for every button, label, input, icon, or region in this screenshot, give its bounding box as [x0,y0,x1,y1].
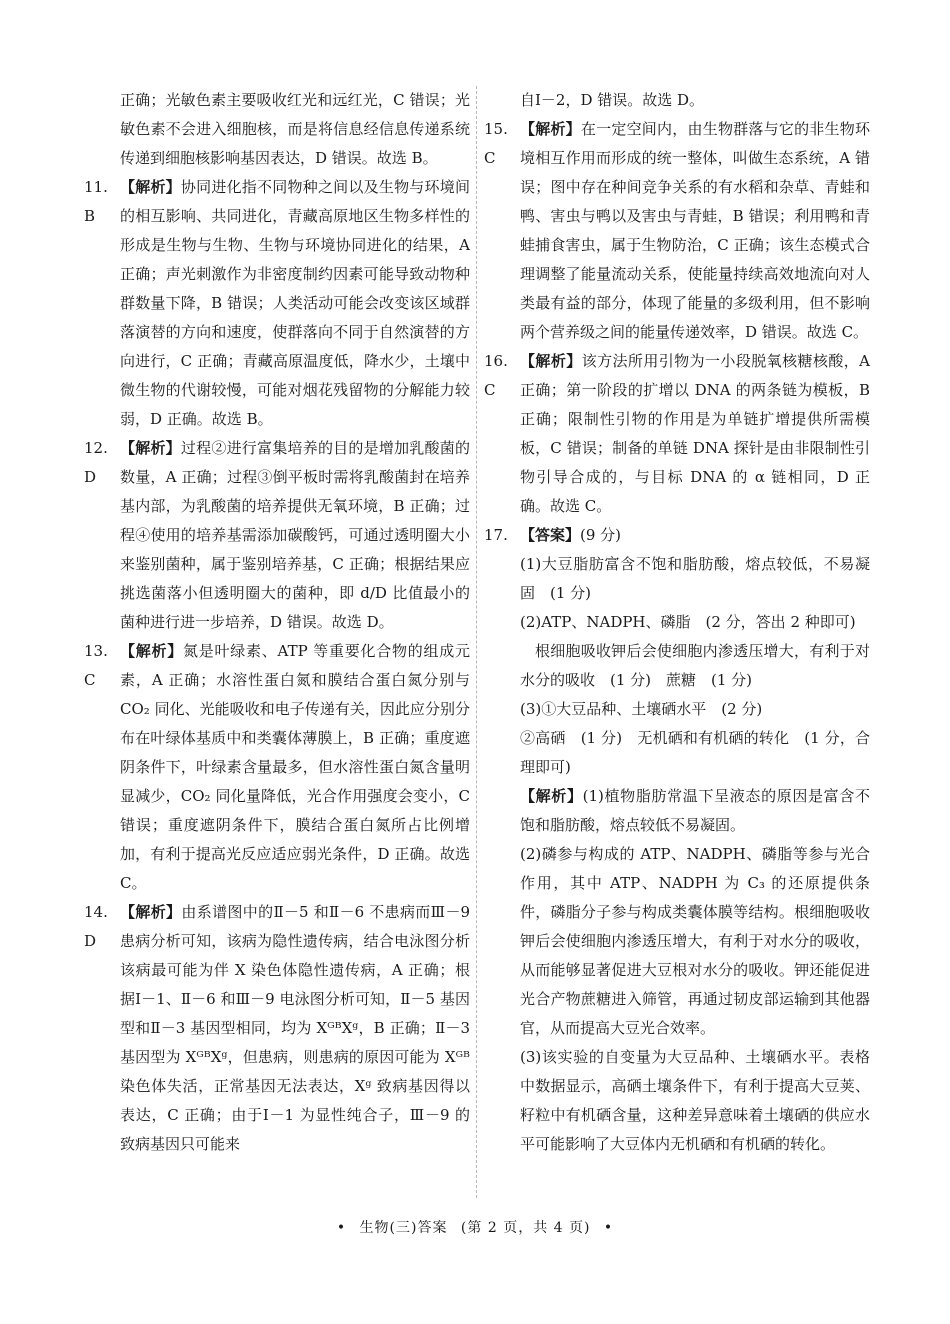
question-number: 14. D [84,903,108,950]
question-12 [84,434,470,637]
points: (9 分) [580,526,622,544]
analysis-text: 协同进化指不同物种之间以及生物与环境间的相互影响、共同进化，青藏高原地区生物多样性的形成是生物与生物、生物与环境协同进化的结果，A 正确；声光刺激作为非密度制约因素可能导致动物种群数量下降，B 错误；人类活动可能会改变该区域群落演替的方向和速度，使群落向不同于自然演替的方向进行，C 正确；青藏高原温度低，降水少，土壤中微生物的代谢较慢，可能对烟花残留物的分解能力较弱，D 正确。故选 B。 [120,178,470,428]
analysis-label: 【解析】 [520,787,583,805]
question-number: 12. D [84,439,108,486]
footer-dot-left: • [336,1220,347,1236]
analysis-label: 【解析】 [520,352,582,370]
analysis-label: 【解析】 [120,642,184,660]
question-number: 11. B [84,178,108,225]
question-14 [84,898,470,1159]
page-footer [0,1214,950,1243]
answer-part-3: (3)①大豆品种、土壤硒水平 (2 分) [520,700,763,718]
answer-label: 【答案】 [520,526,581,544]
analysis-text: 由系谱图中的Ⅱ－5 和Ⅱ－6 不患病而Ⅲ－9 患病分析可知，该病为隐性遗传病，结合电泳图分析该病最可能为伴 X 染色体隐性遗传病，A 正确；根据Ⅰ－1、Ⅱ－6 和Ⅲ－9 电泳图分析可知，Ⅱ－5 基因型和Ⅱ－3 基因型相同，均为 XᴳᴮXᵍ，B 正确；Ⅱ－3 基因型为 XᴳᴮXᵍ，但患病，则患病的原因可能为 Xᴳᴮ 染色体失活，正常基因无法表达，Xᵍ 致病基因得以表达，C 正确；由于Ⅰ－1 为显性纯合子，Ⅲ－9 的致病基因只可能来 [120,903,470,1153]
explanation-part-3: (3)该实验的自变量为大豆品种、土壤硒水平。表格中数据显示，高硒土壤条件下，有利于提高大豆荚、籽粒中有机硒含量，这种差异意味着土壤硒的供应水平可能影响了大豆体内无机硒和有机硒的转化。 [520,1048,870,1153]
question-16 [484,347,870,521]
question-15 [484,115,870,347]
footer-subject: 生物(三)答案 [359,1220,448,1236]
question-number: 15. C [484,120,508,167]
analysis-label: 【解析】 [520,120,581,138]
right-column [484,86,870,1159]
answer-part-2: (2)ATP、NADPH、磷脂 (2 分，答出 2 种即可) [520,613,856,631]
column-divider [476,86,477,1198]
question-number: 17. [484,526,508,544]
analysis-text: 在一定空间内，由生物群落与它的非生物环境相互作用而形成的统一整体，叫做生态系统，A 错误；图中存在种间竞争关系的有水稻和杂草、青蛙和鸭、害虫与鸭以及害虫与青蛙，B 错误；利用鸭和青蛙捕食害虫，属于生物防治，C 正确；该生态模式合理调整了能量流动关系，使能量持续高效地流向对人类最有益的部分，体现了能量的多级利用，但不影响两个营养级之间的能量传递效率，D 错误。故选 C。 [520,120,870,341]
question-13 [84,637,470,898]
analysis-text: 氮是叶绿素、ATP 等重要化合物的组成元素，A 正确；水溶性蛋白氮和膜结合蛋白氮分别与 CO₂ 同化、光能吸收和电子传递有关，因此应分别分布在叶绿体基质中和类囊体薄膜上，B 正确；重度遮阴条件下，叶绿素含量最多，但水溶性蛋白氮含量明显减少，CO₂ 同化量降低，光合作用强度会变小，C 错误；重度遮阴条件下，膜结合蛋白氮所占比例增加，有利于提高光反应适应弱光条件，D 正确。故选 C。 [120,642,470,892]
explanation-part-1: (1)植物脂肪常温下呈液态的原因是富含不饱和脂肪酸，熔点较低不易凝固。 [520,787,870,834]
question-number: 13. C [84,642,108,689]
answer-part-2b: 根细胞吸收钾后会使细胞内渗透压增大，有利于对水分的吸收 (1 分) 蔗糖 (1 分) [520,642,870,689]
question-11 [84,173,470,434]
left-column [84,86,470,1159]
analysis-label: 【解析】 [120,903,182,921]
footer-dot-right: • [603,1220,614,1236]
answer-part-1: (1)大豆脂肪富含不饱和脂肪酸，熔点较低，不易凝固 (1 分) [520,555,870,602]
carry-over-paragraph: 正确；光敏色素主要吸收红光和远红光，C 错误；光敏色素不会进入细胞核，而是将信息经信息传递系统传递到细胞核影响基因表达，D 错误。故选 B。 [120,91,470,167]
question-17 [484,521,870,550]
explanation-part-2: (2)磷参与构成的 ATP、NADPH、磷脂等参与光合作用，其中 ATP、NADPH 为 C₃ 的还原提供条件，磷脂分子参与构成类囊体膜等结构。根细胞吸收钾后会使细胞内渗透压增大，有利于对水分的吸收，从而能够显著促进大豆根对水分的吸收。钾还能促进光合产物蔗糖进入筛管，再通过韧皮部运输到其他器官，从而提高大豆光合效率。 [520,845,870,1037]
analysis-text: 该方法所用引物为一小段脱氧核糖核酸，A 正确；第一阶段的扩增以 DNA 的两条链为模板，B 正确；限制性引物的作用是为单链扩增提供所需模板，C 错误；制备的单链 DNA 探针是由非限制性引物引导合成的，与目标 DNA 的 α 链相同，D 正确。故选 C。 [520,352,870,515]
analysis-text: 过程②进行富集培养的目的是增加乳酸菌的数量，A 正确；过程③倒平板时需将乳酸菌封在培养基内部，为乳酸菌的培养提供无氧环境，B 正确；过程④使用的培养基需添加碳酸钙，可通过透明圈大小来鉴别菌种，属于鉴别培养基，C 正确；根据结果应挑选菌落小但透明圈大的菌种，即 d/D 比值最小的菌种进行进一步培养，D 错误。故选 D。 [120,439,470,631]
analysis-label: 【解析】 [120,178,181,196]
carry-over-paragraph: 自Ⅰ－2，D 错误。故选 D。 [520,91,705,109]
footer-page-number: (第 2 页，共 4 页) [460,1220,591,1236]
answer-part-3b: ②高硒 (1 分) 无机硒和有机硒的转化 (1 分，合理即可) [520,729,870,776]
question-number: 16. C [484,352,508,399]
analysis-label: 【解析】 [120,439,181,457]
